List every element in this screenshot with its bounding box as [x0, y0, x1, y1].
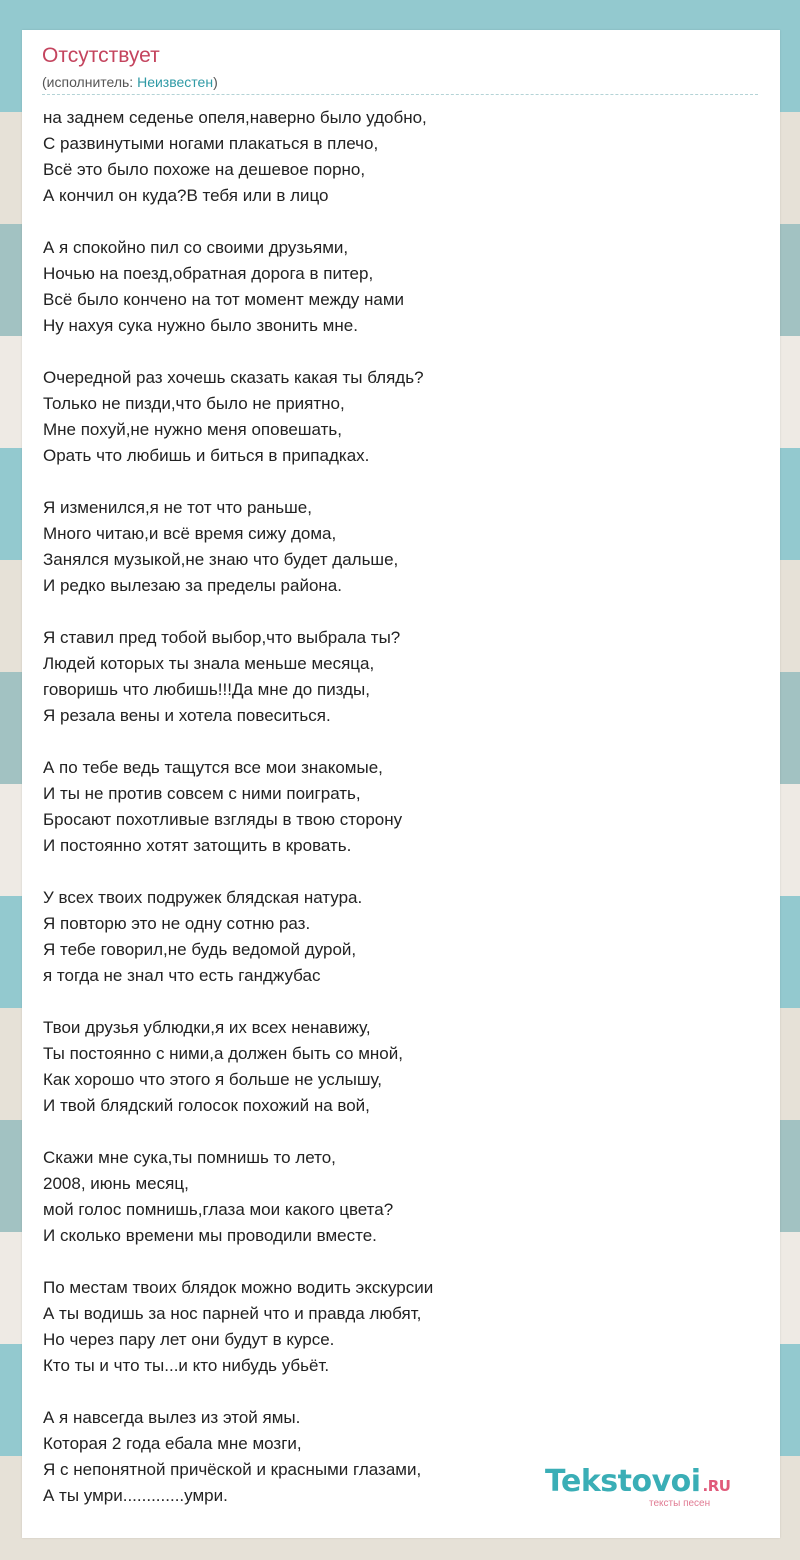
lyric-line: А по тебе ведь тащутся все мои знакомые,	[43, 758, 383, 777]
stanza	[43, 105, 743, 209]
lyric-line: А ты водишь за нос парней что и правда любят,	[43, 1304, 422, 1323]
stanza	[43, 1145, 743, 1249]
lyric-line: Я тебе говорил,не будь ведомой дурой,	[43, 940, 357, 959]
logo-tagline: тексты песен	[649, 1498, 711, 1509]
lyric-line: Я резала вены и хотела повеситься.	[43, 706, 331, 725]
stanza	[43, 885, 743, 989]
lyric-line: Я изменился,я не тот что раньше,	[43, 498, 312, 517]
lyric-line: Я повторю это не одну сотню раз.	[43, 914, 311, 933]
stanza	[43, 755, 743, 859]
logo-wordmark	[545, 1465, 751, 1503]
lyric-line: С развинутыми ногами плакаться в плечо,	[43, 134, 379, 153]
lyrics-text	[43, 105, 743, 1535]
lyric-line: говоришь что любишь!!!Да мне до пизды,	[43, 680, 370, 699]
lyric-line: на заднем седенье опеля,наверно было удобно,	[43, 108, 427, 127]
lyric-line: Только не пизди,что было не приятно,	[43, 394, 345, 413]
lyric-line: Скажи мне сука,ты помнишь то лето,	[43, 1148, 336, 1167]
site-logo[interactable]	[545, 1465, 751, 1511]
lyrics-card	[22, 30, 780, 1538]
lyric-line: мой голос помнишь,глаза мои какого цвета?	[43, 1200, 394, 1219]
lyric-line: Кто ты и что ты...и кто нибудь убьёт.	[43, 1356, 330, 1375]
lyric-line: Всё это было похоже на дешевое порно,	[43, 160, 366, 179]
lyric-line: И редко вылезаю за пределы района.	[43, 576, 342, 595]
lyric-line: Но через пару лет они будут в курсе.	[43, 1330, 335, 1349]
lyric-line: я тогда не знал что есть ганджубас	[43, 966, 321, 985]
lyric-line: Ты постоянно с ними,а должен быть со мной,	[43, 1044, 403, 1063]
lyric-line: Я ставил пред тобой выбор,что выбрала ты?	[43, 628, 401, 647]
lyric-line: 2008, июнь месяц,	[43, 1174, 189, 1193]
lyric-line: И сколько времени мы проводили вместе.	[43, 1226, 377, 1245]
stanza	[43, 235, 743, 339]
lyric-line: Твои друзья ублюдки,я их всех ненавижу,	[43, 1018, 371, 1037]
lyric-line: Мне похуй,не нужно меня оповешать,	[43, 420, 342, 439]
lyric-line: Всё было кончено на тот момент между нами	[43, 290, 405, 309]
lyric-line: А я навсегда вылез из этой ямы.	[43, 1408, 301, 1427]
lyric-line: И твой блядский голосок похожий на вой,	[43, 1096, 370, 1115]
song-title: Отсутствует	[42, 44, 160, 67]
lyric-line: И постоянно хотят затощить в кровать.	[43, 836, 352, 855]
artist-link[interactable]: Неизвестен	[137, 74, 214, 90]
logo-main-text: Tekstovoi	[545, 1464, 701, 1499]
logo-tld: .RU	[702, 1477, 731, 1495]
lyric-line: Ночью на поезд,обратная дорога в питер,	[43, 264, 374, 283]
lyric-line: Ну нахуя сука нужно было звонить мне.	[43, 316, 358, 335]
lyric-line: Занялся музыкой,не знаю что будет дальше,	[43, 550, 399, 569]
lyric-line: А ты умри.............умри.	[43, 1486, 228, 1505]
lyric-line: И ты не против совсем с ними поиграть,	[43, 784, 361, 803]
lyric-line: А я спокойно пил со своими друзьями,	[43, 238, 349, 257]
stanza	[43, 495, 743, 599]
lyric-line: По местам твоих блядок можно водить экскурсии	[43, 1278, 434, 1297]
lyric-line: Людей которых ты знала меньше месяца,	[43, 654, 375, 673]
stanza	[43, 1015, 743, 1119]
lyric-line: Бросают похотливые взгляды в твою сторону	[43, 810, 403, 829]
lyric-line: Которая 2 года ебала мне мозги,	[43, 1434, 302, 1453]
stanza	[43, 625, 743, 729]
lyric-line: Много читаю,и всё время сижу дома,	[43, 524, 337, 543]
lyric-line: А кончил он куда?В тебя или в лицо	[43, 186, 329, 205]
stanza	[43, 1275, 743, 1379]
artist-prefix: (исполнитель:	[42, 74, 138, 90]
title-divider	[42, 94, 758, 95]
lyric-line: Орать что любишь и биться в припадках.	[43, 446, 370, 465]
stanza	[43, 365, 743, 469]
lyric-line: У всех твоих подружек блядская натура.	[43, 888, 363, 907]
lyric-line: Как хорошо что этого я больше не услышу,	[43, 1070, 383, 1089]
artist-suffix: )	[213, 74, 218, 90]
artist-line	[42, 73, 218, 91]
lyric-line: Очередной раз хочешь сказать какая ты блядь?	[43, 368, 424, 387]
lyric-line: Я с непонятной причёской и красными глазами,	[43, 1460, 422, 1479]
